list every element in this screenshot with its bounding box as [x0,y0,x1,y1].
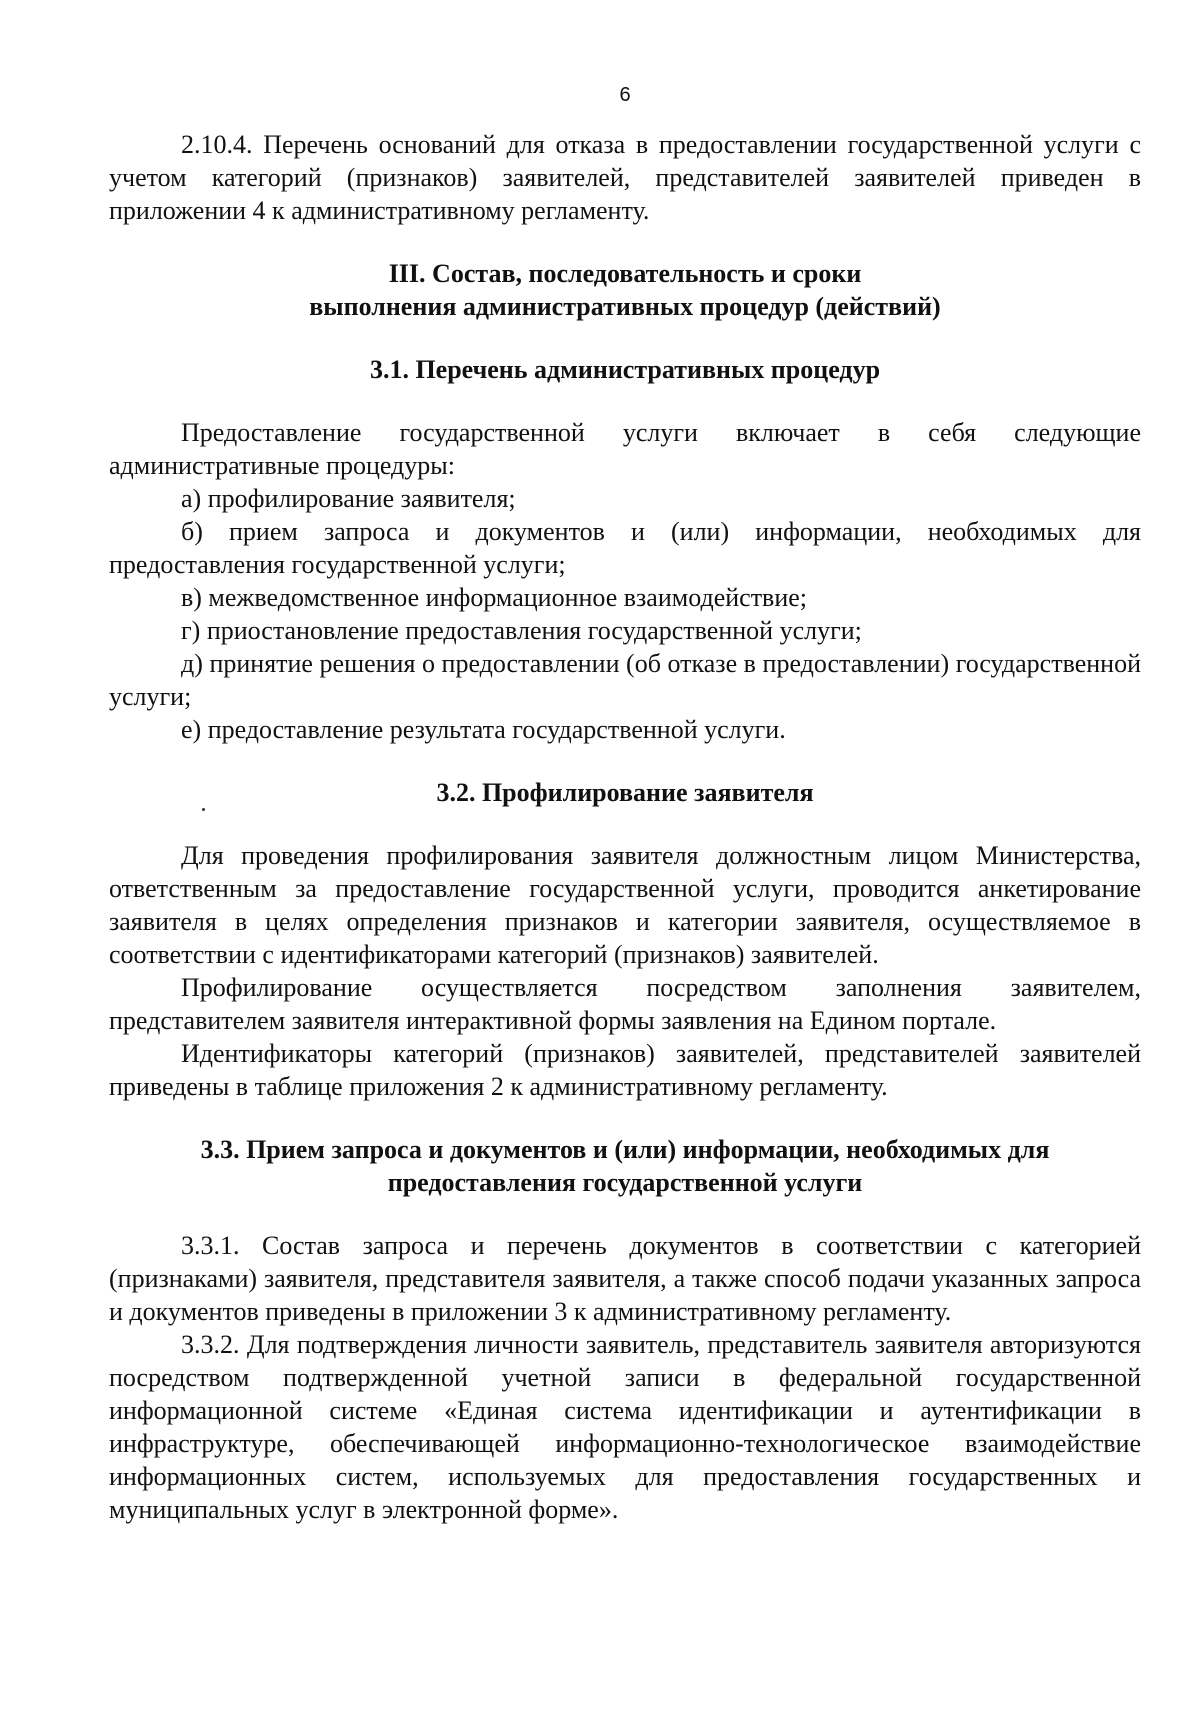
scan-speck [202,808,205,811]
section-3-3-heading [109,1133,1141,1199]
section-3-1-heading: 3.1. Перечень административных процедур [369,355,881,384]
section-3-2-paragraph-1: Для проведения профилирования заявителя должностным лицом Министерства, ответственным за предоставление государственной услуги, проводится анкетирование заявителя в целях определения признаков и категории заявителя, осуществляемое в соответствии с идентификаторами категорий (признаков) заявителей. [109,841,1141,969]
section-3-title-line2: выполнения административных процедур (действий) [309,292,941,321]
section-3-2-heading: 3.2. Профилирование заявителя [436,778,814,807]
section-3-3-title-line1: 3.3. Прием запроса и документов и (или) информации, необходимых для [200,1135,1050,1164]
page-number: 6 [619,84,631,106]
procedure-item-e: е) предоставление результата государственной услуги. [181,715,786,744]
document-page [109,84,1141,1526]
section-3-3-title-line2: предоставления государственной услуги [387,1168,863,1197]
procedure-item-v: в) межведомственное информационное взаимодействие; [181,583,808,612]
section-3-heading [109,257,1141,323]
procedure-item-d: д) принятие решения о предоставлении (об отказе в предоставлении) государственной услуги; [109,649,1141,711]
procedure-item-a: а) профилирование заявителя; [181,484,516,513]
section-3-1-intro: Предоставление государственной услуги включает в себя следующие административные процедуры: [109,418,1141,480]
section-3-3-2-paragraph: 3.3.2. Для подтверждения личности заявитель, представитель заявителя авторизуются посредством подтвержденной учетной записи в федеральной государственной информационной системе «Единая система идентификации и аутентификации в инфраструктуре, обеспечивающей информационно-технологическое взаимодействие информационных систем, используемых для предоставления государственных и муниципальных услуг в электронной форме». [109,1330,1141,1524]
procedure-item-g: г) приостановление предоставления государственной услуги; [181,616,862,645]
paragraph-2-10-4: 2.10.4. Перечень оснований для отказа в предоставлении государственной услуги с учетом категорий (признаков) заявителей, представителей заявителей приведен в приложении 4 к административному регламенту. [109,130,1141,225]
section-3-title-line1: III. Состав, последовательность и сроки [388,259,862,288]
section-3-2-paragraph-3: Идентификаторы категорий (признаков) заявителей, представителей заявителей приведены в таблице приложения 2 к административному регламенту. [109,1039,1141,1101]
section-3-3-1-paragraph: 3.3.1. Состав запроса и перечень документов в соответствии с категорией (признаками) заявителя, представителя заявителя, а также способ подачи указанных запроса и документов приведены в приложении 3 к административному регламенту. [109,1231,1141,1326]
procedure-item-b: б) прием запроса и документов и (или) информации, необходимых для предоставления государственной услуги; [109,517,1141,579]
section-3-2-paragraph-2: Профилирование осуществляется посредством заполнения заявителем, представителем заявителя интерактивной формы заявления на Едином портале. [109,973,1141,1035]
